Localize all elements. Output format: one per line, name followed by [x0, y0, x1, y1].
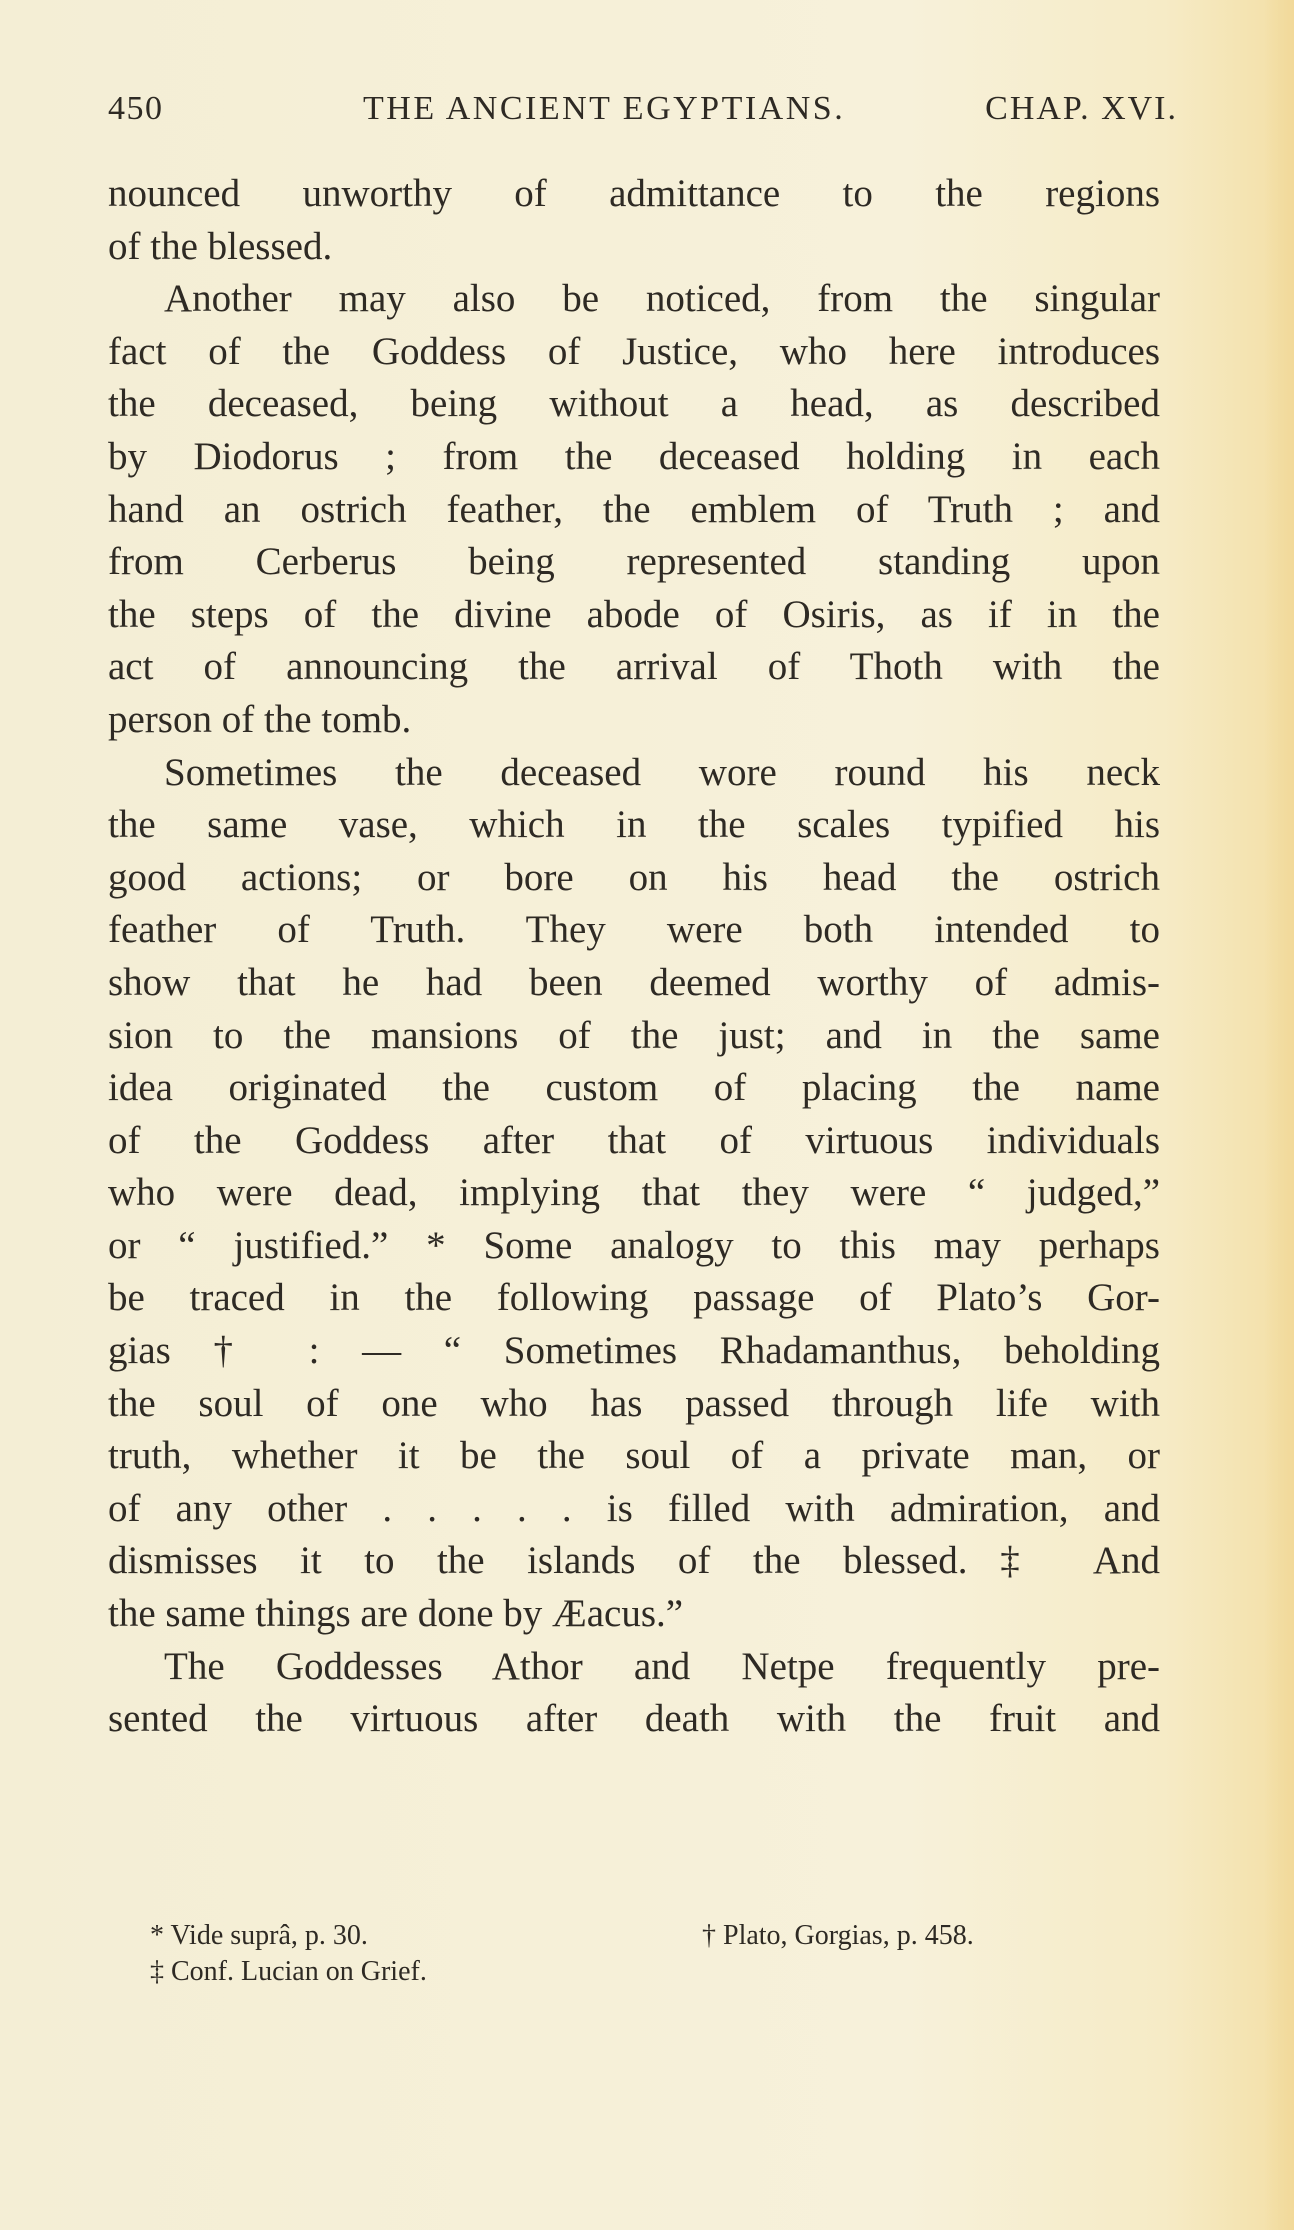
page-number: 450: [108, 90, 164, 127]
footnote-row: [150, 1954, 1160, 1990]
text-line: good actions; or bore on his head the ostrich: [108, 855, 1160, 899]
text-line: by Diodorus ; from the deceased holding in each: [108, 434, 1160, 478]
text-line: sented the virtuous after death with the fruit and: [108, 1697, 1160, 1741]
text-line: of the Goddess after that of virtuous individuals: [108, 1118, 1160, 1162]
text-line: sion to the mansions of the just; and in the same: [108, 1013, 1160, 1057]
text-line: the steps of the divine abode of Osiris, as if in the: [108, 592, 1160, 636]
text-line: from Cerberus being represented standing upon: [108, 540, 1160, 584]
footnotes: [150, 1918, 1160, 1990]
text-line: the soul of one who has passed through life with: [108, 1381, 1160, 1425]
text-line: person of the tomb.: [108, 697, 412, 741]
text-line: the deceased, being without a head, as described: [108, 382, 1160, 426]
footnote-plato-gorgias: † Plato, Gorgias, p. 458.: [702, 1920, 974, 1951]
text-line: of any other . . . . . is filled with admiration, and: [108, 1486, 1160, 1530]
text-line: nounced unworthy of admittance to the regions: [108, 172, 1160, 215]
text-line: idea originated the custom of placing the name: [108, 1066, 1160, 1110]
body-text: [108, 168, 1160, 1746]
text-line: hand an ostrich feather, the emblem of Truth ; and: [108, 487, 1160, 531]
text-line: fact of the Goddess of Justice, who here introduces: [108, 329, 1160, 373]
page-edge-shading: [1264, 0, 1294, 2230]
running-header: [108, 90, 1178, 140]
footnote-vide-supra: * Vide suprâ, p. 30.: [150, 1920, 368, 1951]
footnote-row: [150, 1918, 1160, 1954]
text-line: the same vase, which in the scales typified his: [108, 803, 1160, 847]
text-line: be traced in the following passage of Plato’s Gor-: [108, 1276, 1160, 1320]
footnote-lucian: ‡ Conf. Lucian on Grief.: [150, 1956, 427, 1987]
text-line: The Goddesses Athor and Netpe frequently pre-: [164, 1644, 1160, 1688]
text-line: dismisses it to the islands of the blessed.‡ And: [108, 1539, 1160, 1583]
text-line: of the blessed.: [108, 224, 333, 268]
text-line: act of announcing the arrival of Thoth with the: [108, 645, 1160, 689]
running-title: THE ANCIENT EGYPTIANS.: [363, 90, 846, 127]
text-line: feather of Truth. They were both intended to: [108, 908, 1160, 952]
chapter-label: CHAP. XVI.: [985, 90, 1178, 127]
text-line: Another may also be noticed, from the singular: [164, 277, 1160, 321]
text-line: or “ justified.” * Some analogy to this may perhaps: [108, 1223, 1160, 1267]
text-line: show that he had been deemed worthy of admis-: [108, 960, 1160, 1004]
text-line: Sometimes the deceased wore round his neck: [164, 750, 1160, 794]
text-line: gias † : — “ Sometimes Rhadamanthus, beholding: [108, 1329, 1160, 1373]
text-line: truth, whether it be the soul of a private man, or: [108, 1434, 1160, 1478]
text-line: the same things are done by Æacus.”: [108, 1592, 684, 1636]
text-line: who were dead, implying that they were “ judged,”: [108, 1171, 1160, 1215]
